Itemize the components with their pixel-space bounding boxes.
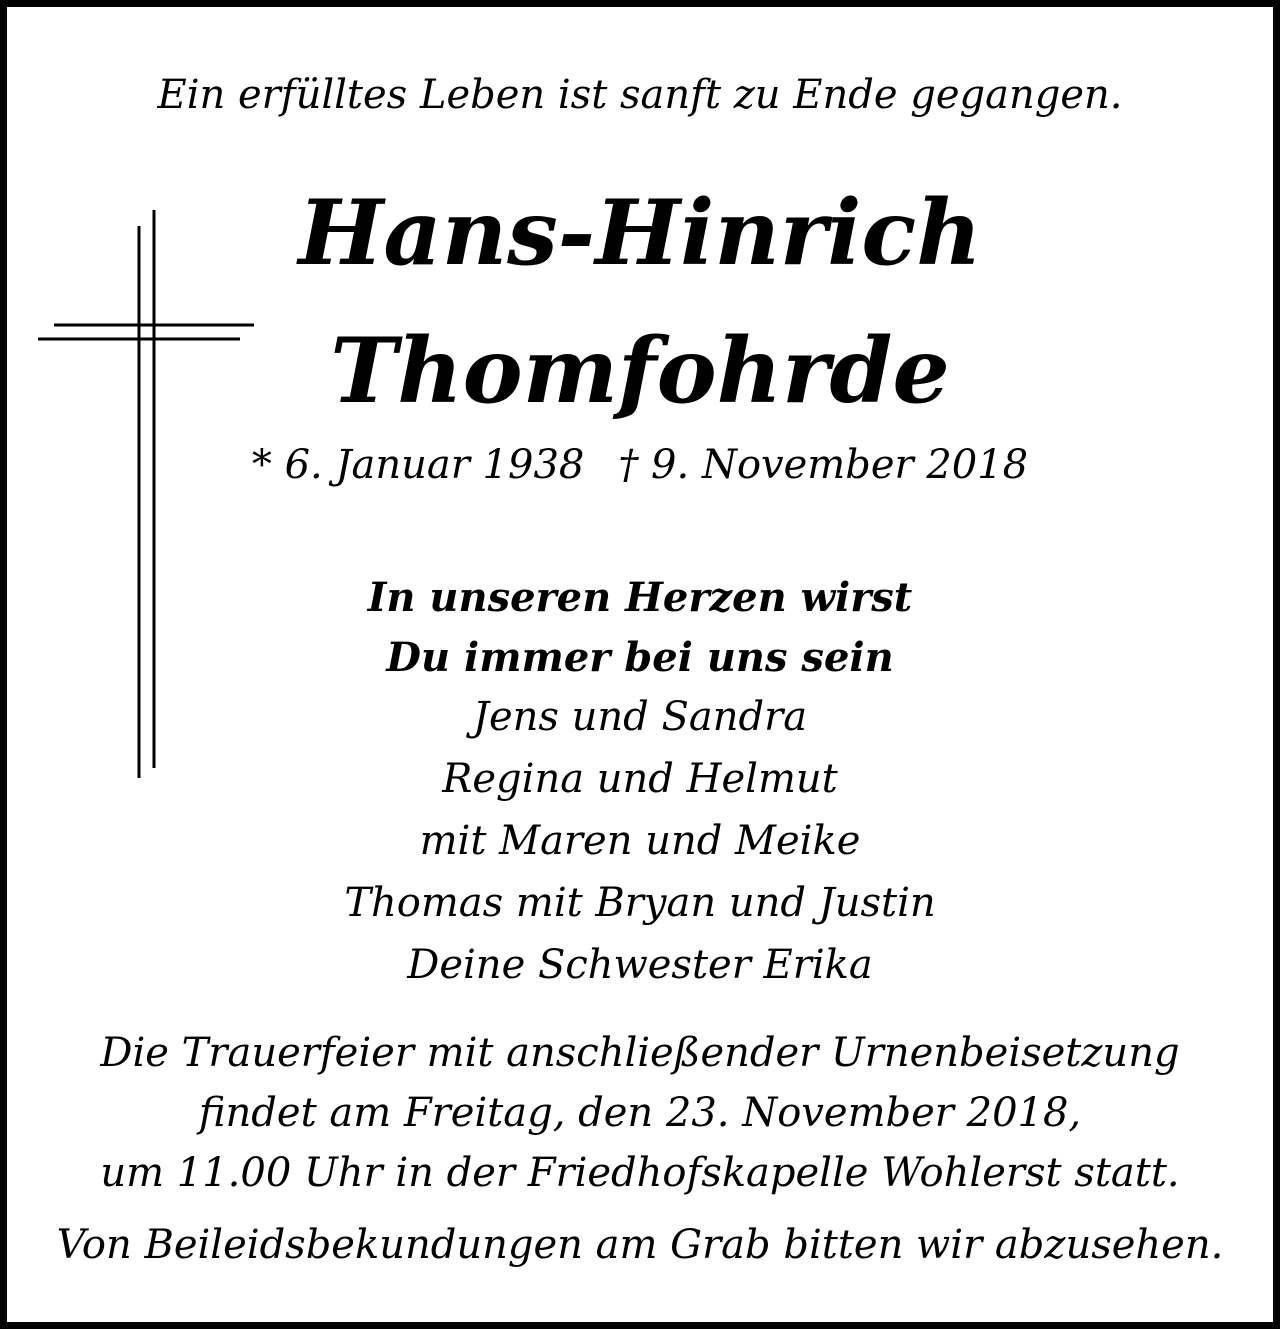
mourner-line: mit Maren und Meike [419,818,861,864]
service-info-line: findet am Freitag, den 23. November 2018, [198,1090,1082,1136]
deceased-first-name: Hans-Hinrich [298,180,982,286]
death-date: † 9. November 2018 [618,442,1029,488]
birth-date: * 6. Januar 1938 [251,442,585,488]
mourner-line: Regina und Helmut [442,756,838,802]
verse-line: In unseren Herzen wirst [367,574,913,621]
closing-note: Von Beileidsbekundungen am Grab bitten wir abzusehen. [56,1222,1224,1268]
mourner-line: Thomas mit Bryan und Justin [344,880,936,926]
service-info-line: Die Trauerfeier mit anschließender Urnenbeisetzung [100,1030,1180,1076]
service-info-line: um 11.00 Uhr in der Friedhofskapelle Wohlerst statt. [100,1150,1180,1196]
life-dates [0,442,1280,488]
verse-line: Du immer bei uns sein [386,634,894,681]
mourner-line: Jens und Sandra [472,694,808,740]
deceased-last-name: Thomfohrde [330,318,950,424]
mourner-line: Deine Schwester Erika [407,942,873,988]
motto-line: Ein erfülltes Leben ist sanft zu Ende gegangen. [157,72,1123,118]
